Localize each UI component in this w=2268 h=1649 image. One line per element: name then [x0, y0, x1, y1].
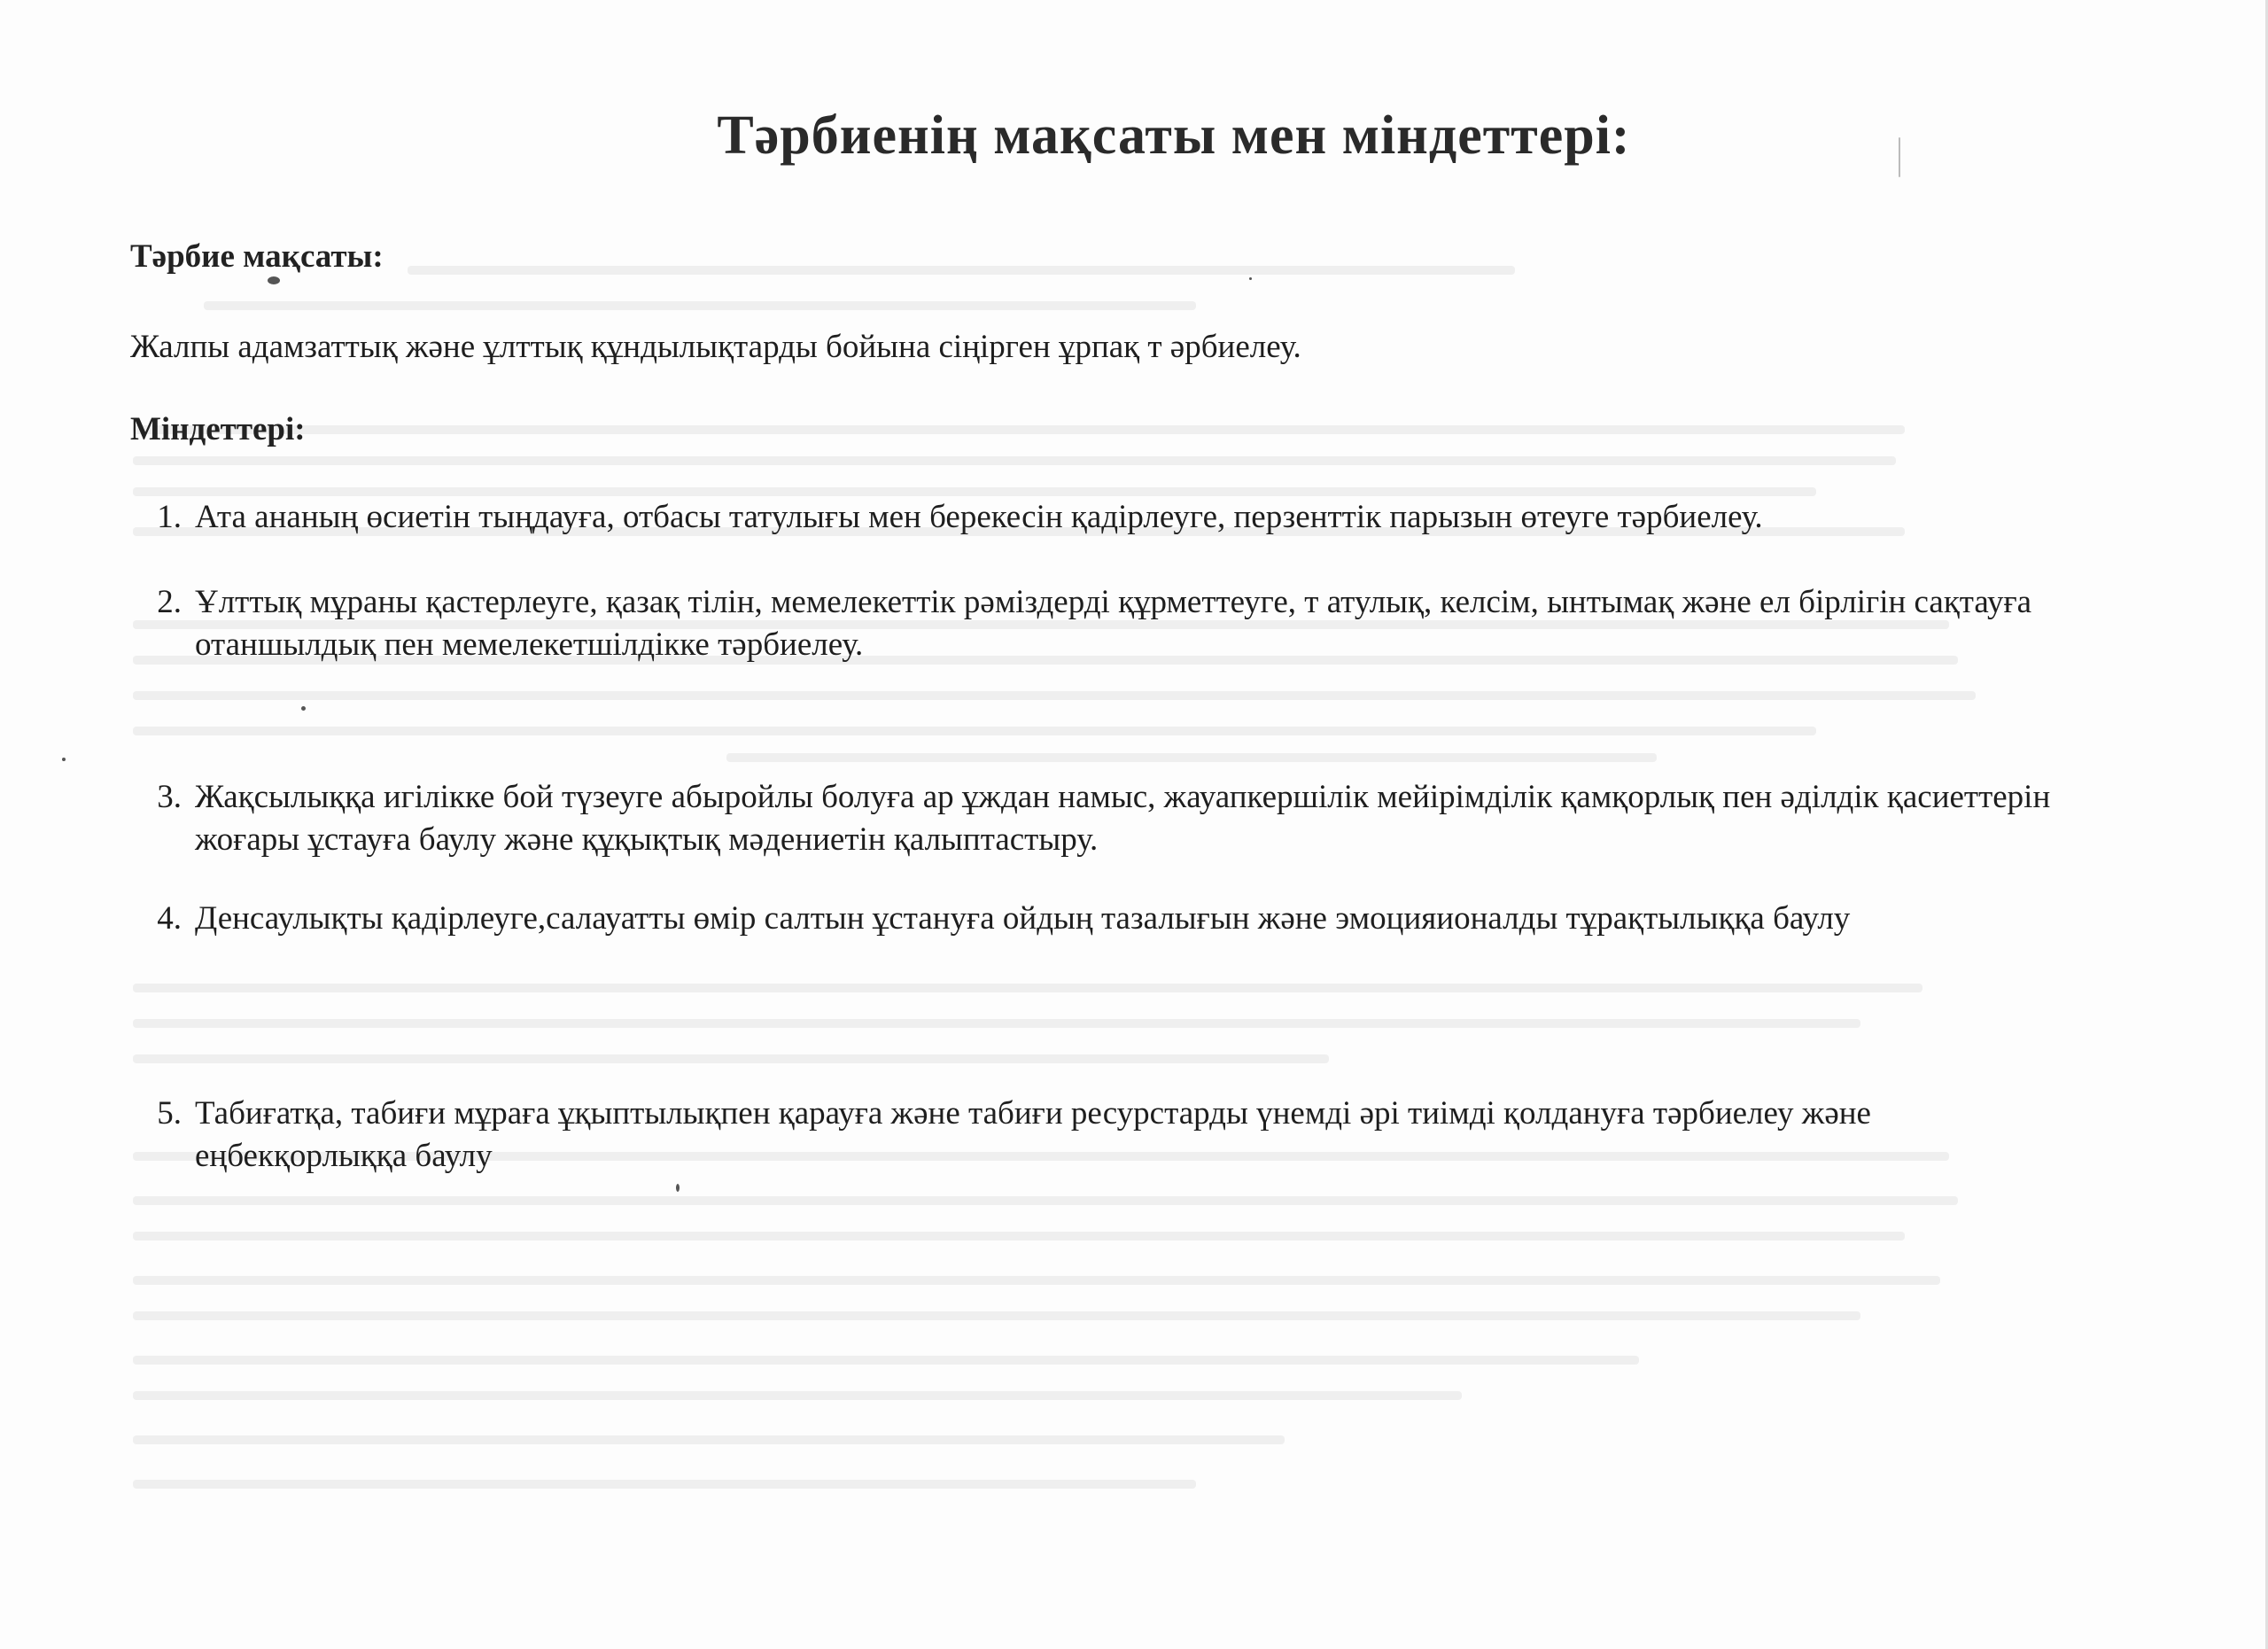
- list-item-text: Ата ананың өсиетін тыңдауға, отбасы татулығы мен берекесін қадірлеуге, перзенттік парызын өтеуге тәрбиелеу.: [195, 499, 1763, 535]
- bleed-through-line: [133, 1435, 1285, 1444]
- bleed-through-line: [133, 1391, 1462, 1400]
- bleed-through-line: [133, 1019, 1860, 1028]
- scan-speck: [268, 276, 280, 284]
- tasks-label: Міндеттері:: [130, 411, 306, 447]
- list-item-number: 5.: [157, 1095, 182, 1132]
- bleed-through-line: [133, 984, 1922, 992]
- scan-speck: [676, 1184, 680, 1192]
- bleed-through-line: [133, 1311, 1860, 1320]
- list-item-text: Жақсылыққа игілікке бой түзеуге абыройлы болуға ар ұждан намыс, жауапкершілік мейірімділік қамқорлық пен әділдік қасиеттерін жоғары ұстауға баулу және құқықтық мәдениетін қалыптастыру.: [195, 779, 2051, 858]
- bleed-through-line: [133, 425, 1905, 434]
- list-item-number: 4.: [157, 900, 182, 937]
- bleed-through-line: [133, 1196, 1958, 1205]
- list-item-text: Ұлттық мұраны қастерлеуге, қазақ тілін, мемелекеттік рәміздерді құрметтеуге, т атулық, келсім, ынтымақ және ел бірлігін сақтауға отаншылдық пен мемелекетшілдікке тәрбиелеу.: [195, 584, 2032, 663]
- scan-speck: [1249, 277, 1252, 280]
- list-item: [146, 581, 2051, 666]
- list-item-number: 2.: [157, 584, 182, 620]
- bleed-through-line: [133, 1356, 1639, 1365]
- list-item-text: Денсаулықты қадірлеуге,салауатты өмір салтын ұстануға ойдың тазалығын және эмоцияионалды тұрақтылыққа баулу: [195, 900, 1851, 937]
- bleed-through-line: [133, 1232, 1905, 1241]
- bleed-through-line: [408, 266, 1515, 275]
- list-item-number: 1.: [157, 499, 182, 535]
- bleed-through-line: [133, 1480, 1196, 1489]
- bleed-through-line: [133, 691, 1976, 700]
- page-title: Тәрбиенің мақсаты мен міндеттері:: [717, 105, 1631, 166]
- list-item: [146, 898, 2051, 940]
- bleed-through-line: [726, 753, 1657, 762]
- scan-speck: [301, 706, 306, 711]
- list-item-text: Табиғатқа, табиғи мұраға ұқыптылықпен қарауға және табиғи ресурстарды үнемді әрі тиімді қолдануға тәрбиелеу және еңбекқорлыққа баулу: [195, 1095, 1871, 1174]
- goal-label: Тәрбие мақсаты:: [130, 238, 384, 275]
- list-item-number: 3.: [157, 779, 182, 815]
- scan-speck: [62, 758, 66, 761]
- bleed-through-line: [133, 456, 1896, 465]
- list-item: [146, 1093, 2051, 1178]
- list-item: [146, 496, 2051, 539]
- bleed-through-line: [133, 1054, 1329, 1063]
- bleed-through-line: [133, 1276, 1940, 1285]
- scan-speck: [1899, 137, 1900, 177]
- bleed-through-line: [133, 487, 1816, 496]
- bleed-through-line: [133, 727, 1816, 735]
- list-item: [146, 776, 2051, 861]
- goal-text: Жалпы адамзаттық және ұлттық құндылықтарды бойына сіңірген ұрпақ т әрбиелеу.: [130, 329, 1301, 365]
- bleed-through-line: [204, 301, 1196, 310]
